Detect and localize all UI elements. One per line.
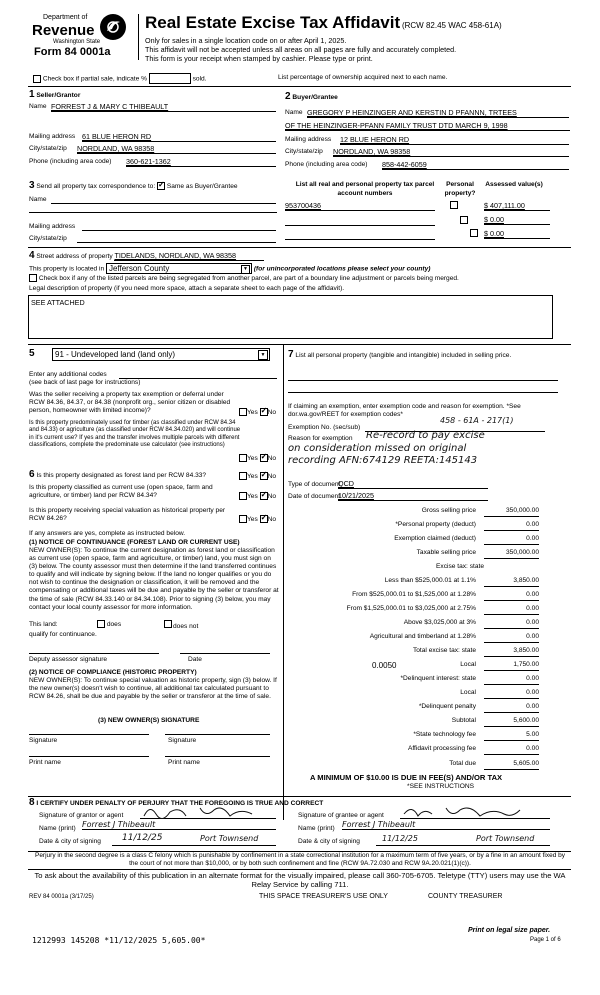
fee-delinq-penalty: *Delinquent penalty 0.00	[286, 703, 566, 714]
fee-tech: *State technology fee 5.00	[286, 731, 566, 742]
exemption-claimed-value[interactable]: 0.00	[484, 535, 539, 545]
q2-yes-checkbox[interactable]	[239, 454, 247, 462]
legal-desc-label: Legal description of property (if you need more space, attach a separate sheet to each page of the affidavit).	[29, 285, 345, 292]
tech-fee-value[interactable]: 5.00	[484, 731, 539, 741]
buyer-phone-row: Phone (including area code) 858-442-6059	[285, 161, 570, 168]
fee-local: Local 1,750.00	[286, 661, 566, 672]
assessed-value-1[interactable]: $ 407,111.00	[484, 201, 550, 211]
located-row: This property is located in Jefferson County ▼ (for unincorporated locations please select your county)	[29, 264, 431, 273]
q6-2-yes-no: Yes ✓ No	[239, 492, 276, 500]
section1-heading: 1 Seller/Grantor	[29, 89, 81, 100]
doc-date-row: Date of document 10/21/2025	[288, 493, 548, 500]
tier2-value[interactable]: 0.00	[484, 591, 539, 601]
legal-desc-box[interactable]	[28, 295, 553, 339]
perjury-notice: Perjury in the second degree is a class C felony which is punishable by confinement in a state correctional institution for a maximum term of five years, or by a fine in an amount fixed by the court of not more than $10,000, or by both such confinement and fine (RCW 9A.72.030 and RCW 9A.20.021(1)(c)).	[34, 852, 565, 867]
see-instructions: *SEE INSTRUCTIONS	[407, 783, 475, 790]
segregated-checkbox[interactable]	[29, 274, 37, 282]
assessed-value-2[interactable]: $ 0.00	[484, 215, 550, 225]
dor-revenue-text: Revenue	[32, 22, 95, 39]
assessed-value-3[interactable]: $ 0.00	[484, 229, 550, 239]
total-due-value[interactable]: 5,605.00	[484, 760, 539, 770]
chevron-down-icon: ▼	[258, 350, 268, 360]
excise-state-label: Excise tax: state	[436, 563, 485, 570]
land-use-value: 91 - Undeveloped land (land only)	[55, 350, 176, 359]
partial-sale-label: Check box if partial sale, indicate %	[42, 75, 147, 83]
header-line2: This affidavit will not be accepted unless all areas on all pages are fully and accurately completed.	[145, 45, 457, 54]
fee-total-due: Total due 5,605.00	[286, 760, 566, 771]
grantor-name-label: Name (print)	[39, 825, 76, 832]
fee-tier1: Less than $525,000.01 at 1.1% 3,850.00	[286, 577, 566, 588]
grantee-city-value[interactable]: Port Townsend	[476, 834, 535, 843]
additional-codes-field[interactable]	[119, 371, 277, 379]
seller-city-row: City/state/zip NORDLAND, WA 98358	[29, 145, 277, 152]
dor-dept-text: Department of	[43, 14, 88, 21]
parcel-number-3[interactable]	[285, 230, 435, 240]
header-line1: Only for sales in a single location code on or after April 1, 2025.	[145, 36, 347, 45]
seller-name-field[interactable]: FORREST J & MARY C THIBEAULT	[51, 102, 276, 112]
grantee-sig-label: Signature of grantee or agent	[298, 812, 384, 819]
q6-1-yes-checkbox[interactable]	[239, 472, 247, 480]
q-historical: Is this property receiving special valuation as historical property per RCW 84.26?	[29, 507, 226, 522]
form-rcw: (RCW 82.45 WAC 458-61A)	[401, 21, 502, 30]
personal-property-checkbox-1[interactable]	[450, 201, 458, 209]
personal-property-heading: Personal property?	[444, 181, 476, 197]
section4-street-row: 4 Street address of property TIDELANDS, NORDLAND, WA 98358	[29, 250, 264, 261]
seller-city-field[interactable]: NORDLAND, WA 98358	[77, 144, 276, 154]
sold-label: sold.	[192, 75, 207, 83]
buyer-mailing-field[interactable]: 12 BLUE HERON RD	[340, 135, 569, 145]
notice1-title: (1) NOTICE OF CONTINUANCE (FOREST LAND OR CURRENT USE)	[29, 539, 240, 546]
treasurer-only: THIS SPACE TREASURER'S USE ONLY	[259, 893, 388, 900]
seller-phone-field[interactable]: 360-621-1362	[126, 157, 276, 167]
buyer-city-field[interactable]: NORDLAND, WA 98358	[333, 147, 569, 157]
grantor-date-value[interactable]: 11/12/25	[122, 833, 163, 843]
subtotal-value[interactable]: 5,600.00	[484, 717, 539, 727]
doc-type-field[interactable]: QCD	[338, 479, 488, 489]
grantor-name-value[interactable]: Forrest J Thibeault	[82, 820, 276, 830]
county-select[interactable]	[106, 263, 252, 274]
grantor-signature[interactable]	[140, 804, 276, 819]
ag-value[interactable]: 0.00	[484, 633, 539, 643]
section5-number: 5	[29, 348, 35, 359]
county-value: Jefferson County	[108, 264, 170, 273]
notice2-title: (2) NOTICE OF COMPLIANCE (HISTORIC PROPERTY)	[29, 669, 197, 676]
q6-1-no-checkbox[interactable]	[260, 472, 268, 480]
reason-line-3[interactable]: recording AFN:674129 REETA:145143	[288, 455, 478, 466]
grantor-city-value[interactable]: Port Townsend	[200, 834, 259, 843]
if-any-yes: If any answers are yes, complete as instructed below.	[29, 530, 186, 537]
parcel-heading: List all real and personal property tax parcel account numbers	[295, 181, 435, 197]
exemption-no-label: Exemption No. (sec/sub)	[288, 424, 361, 431]
personal-property-checkbox-3[interactable]	[470, 229, 478, 237]
notice1-text: NEW OWNER(S): To continue the current designation as forest land or classification as current use (open space, farm and agriculture, or timber) land, you must sign on (3) below. The county assessor must then determine if the land transferred continues to qualify and will indicate by signing below. If the land no longer qualifies or you do not wish to continue the designation or classification, it will be removed and the compensating or additional taxes will be due and payable by the seller or transferor at the time of sale (RCW 84.33.140 or 84.34.108). Prior to signing (3) below, you may contact your local county assessor for more information.	[29, 547, 279, 611]
grantee-date-value[interactable]: 11/12/25	[382, 834, 418, 843]
county-treasurer: COUNTY TREASURER	[428, 893, 503, 900]
buyer-name-field-2[interactable]: OF THE HEINZINGER-PFANN FAMILY TRUST DTD MARCH 9, 1998	[285, 121, 570, 131]
q6-2-no-checkbox[interactable]	[260, 492, 268, 500]
personal-property-checkbox-2[interactable]	[460, 216, 468, 224]
parcel-number-2[interactable]	[285, 216, 435, 226]
corr-city-row: City/state/zip	[29, 235, 277, 242]
grantee-name-label: Name (print)	[298, 825, 335, 832]
legal-paper-note: Print on legal size paper.	[468, 927, 551, 934]
fee-exemption: Exemption claimed (deduct) 0.00	[286, 535, 566, 546]
owner-print-label-1: Print name	[29, 759, 61, 766]
dor-state-text: Washington State	[53, 39, 101, 45]
buyer-name-row: Name GREGORY P HEINZINGER AND KERSTIN D PFANNN, TRTEES	[285, 109, 570, 116]
taxable-price-value[interactable]: 350,000.00	[484, 549, 539, 559]
gross-price-value[interactable]: 350,000.00	[484, 507, 539, 517]
dor-logo	[30, 14, 130, 60]
partial-percent-input[interactable]	[149, 73, 191, 84]
fee-tier3: From $1,525,000.01 to $3,025,000 at 2.75% 0.00	[286, 605, 566, 616]
q2-yes-no: Yes ✓ No	[239, 454, 276, 462]
exemption-intro: If claiming an exemption, enter exemption code and reason for exemption. *See dor.wa.gov/REET for exemption codes*	[288, 403, 521, 418]
local-value[interactable]: 1,750.00	[484, 661, 539, 671]
alt-format-notice: To ask about the availability of this publication in an alternate format for the visually impaired, please call 360-705-6705. Teletype (TTY) users may use the WA Relay Service by calling 711.	[34, 871, 566, 889]
rev-code: REV 84 0001a (3/17/25)	[29, 894, 94, 900]
see-back-note: (see back of last page for instructions)	[29, 379, 141, 386]
certify-heading: 8 I CERTIFY UNDER PENALTY OF PERJURY THAT THE FOREGOING IS TRUE AND CORRECT	[29, 797, 324, 808]
doc-date-field[interactable]: 10/21/2025	[338, 491, 488, 501]
q1-yes-no: Yes ✓ No	[239, 408, 276, 416]
tier1-value[interactable]: 3,850.00	[484, 577, 539, 587]
q6-3-yes-checkbox[interactable]	[239, 515, 247, 523]
minimum-notice: A MINIMUM OF $10.00 IS DUE IN FEE(S) AND/OR TAX	[310, 773, 503, 782]
delinq-local-value[interactable]: 0.00	[484, 689, 539, 699]
buyer-name-field-1[interactable]: GREGORY P HEINZINGER AND KERSTIN D PFANNN, TRTEES	[307, 108, 569, 118]
street-address-field[interactable]: TIDELANDS, NORDLAND, WA 98358	[114, 251, 264, 261]
grantee-date-label: Date & city of signing	[298, 838, 360, 845]
owner-print-label-2: Print name	[168, 759, 200, 766]
form-number: Form 84 0001a	[34, 46, 111, 58]
buyer-city-row: City/state/zip NORDLAND, WA 98358	[285, 148, 570, 155]
partial-sale-checkbox[interactable]	[33, 75, 41, 83]
seller-mailing-row: Mailing address 61 BLUE HERON RD	[29, 133, 277, 140]
additional-codes-row: Enter any additional codes	[29, 371, 277, 378]
page-number: Page 1 of 6	[530, 937, 561, 943]
q-forest-land: 6 Is this property designated as forest land per RCW 84.33?	[29, 469, 207, 480]
fee-gross: Gross selling price 350,000.00	[286, 507, 566, 518]
new-owner-sig-title: (3) NEW OWNER(S) SIGNATURE	[98, 717, 200, 724]
reason-line-1[interactable]: Re-record to pay excise	[366, 430, 485, 441]
q1-no-checkbox[interactable]	[260, 408, 268, 416]
fee-total-state: Total excise tax: state 3,850.00	[286, 647, 566, 658]
q2-no-checkbox[interactable]	[260, 454, 268, 462]
legal-desc-value: SEE ATTACHED	[31, 298, 85, 307]
q6-2-yes-checkbox[interactable]	[239, 492, 247, 500]
fee-tier4: Above $3,025,000 at 3% 0.00	[286, 619, 566, 630]
fee-delinq-local: Local 0.00	[286, 689, 566, 700]
local-rate: 0.0050	[372, 661, 397, 670]
segregated-row: Check box if any of the listed parcels are being segregated from another parcel, are part of a boundary line adjustment or parcels being merged.	[29, 274, 459, 282]
q-exemption-deferral: Was the seller receiving a property tax exemption or deferral under RCW 84.36, 84.37, or 84.38 (nonprofit org., senior citizen or disabled person, homeowner with limited income)?	[29, 391, 231, 414]
fee-affidavit: Affidavit processing fee 0.00	[286, 745, 566, 756]
exemption-no-value[interactable]: 458 - 61A - 217(1)	[440, 416, 514, 425]
seller-mailing-field[interactable]: 61 BLUE HERON RD	[82, 132, 276, 142]
tier3-value[interactable]: 0.00	[484, 605, 539, 615]
tier4-value[interactable]: 0.00	[484, 619, 539, 629]
fee-tier2: From $525,000.01 to $1,525,000 at 1.28% 0.00	[286, 591, 566, 602]
grantee-signature[interactable]	[400, 804, 550, 819]
land-use-select[interactable]	[52, 348, 270, 361]
owner-signature-label-1: Signature	[29, 737, 58, 744]
reason-line-2[interactable]: on consideration missed on original	[288, 443, 467, 454]
q-current-use: Is this property classified as current use (open space, farm and agriculture, or timber) land per RCW 84.34?	[29, 484, 213, 499]
grantee-name-value[interactable]: Forrest J Thibeault	[342, 820, 550, 830]
section2-heading: 2 Buyer/Grantee	[285, 91, 338, 102]
affidavit-fee-value[interactable]: 0.00	[484, 745, 539, 755]
grantor-sig-label: Signature of grantor or agent	[39, 812, 124, 819]
fee-taxable: Taxable selling price 350,000.00	[286, 549, 566, 560]
partial-sale-row	[33, 73, 207, 84]
section3-heading: 3 Send all property tax correspondence to: ✓ Same as Buyer/Grantee	[29, 180, 238, 191]
this-land-row: This land: does	[29, 621, 279, 628]
cashier-stamp: 1212993 145208 *11/12/2025 5,605.00*	[32, 936, 206, 945]
form-title	[145, 13, 502, 33]
q-timber-agriculture: Is this property predominately used for timber (as classified under RCW 84.34 and 84.33) or agriculture (as classified under RCW 84.34.020) and will continue in it's current use? If yes and the transfer involves multiple parcels with different classifications, complete the predominate use calculator (see instructions)	[29, 420, 241, 449]
q6-1-yes-no: Yes ✓ No	[239, 472, 276, 480]
form-title-text: Real Estate Excise Tax Affidavit	[145, 13, 401, 32]
personal-property-value[interactable]: 0.00	[484, 521, 539, 531]
corr-name-row: Name	[29, 196, 277, 203]
section7-heading: 7 List all personal property (tangible and intangible) included in selling price.	[288, 349, 512, 360]
assessed-value-heading: Assessed value(s)	[485, 181, 543, 188]
q6-3-yes-no: Yes ✓ No	[239, 515, 276, 523]
fee-personal: *Personal property (deduct) 0.00	[286, 521, 566, 532]
seller-name-row: Name FORREST J & MARY C THIBEAULT	[29, 103, 277, 110]
ownership-note: List percentage of ownership acquired next to each name.	[278, 74, 448, 81]
header-line3: This form is your receipt when stamped by cashier. Please type or print.	[145, 54, 373, 63]
seller-phone-row: Phone (including area code) 360-621-1362	[29, 158, 277, 165]
buyer-phone-field[interactable]: 858-442-6059	[382, 160, 569, 170]
corr-mailing-field[interactable]	[82, 223, 276, 231]
delinq-penalty-value[interactable]: 0.00	[484, 703, 539, 713]
deputy-sig-label: Deputy assessor signature	[29, 656, 108, 663]
q6-3-no-checkbox[interactable]	[260, 515, 268, 523]
corr-mailing-row: Mailing address	[29, 223, 277, 230]
fee-ag: Agricultural and timberland at 1.28% 0.00	[286, 633, 566, 644]
parcel-number-1[interactable]: 953700436	[285, 201, 435, 211]
buyer-mailing-row: Mailing address 12 BLUE HERON RD	[285, 136, 570, 143]
deputy-date-label: Date	[188, 656, 202, 663]
chevron-down-icon: ▼	[241, 265, 250, 274]
notice2-text: NEW OWNER(S): To continue special valuation as historic property, sign (3) below. If the new owner(s) doesn't wish to continue, all additional tax calculated pursuant to RCW 84.26, shall be due and payable by the seller or transferor at the time of sale.	[29, 677, 277, 701]
total-state-value[interactable]: 3,850.00	[484, 647, 539, 657]
q1-yes-checkbox[interactable]	[239, 408, 247, 416]
doc-type-row: Type of document QCD	[288, 481, 548, 488]
grantor-date-label: Date & city of signing	[39, 838, 101, 845]
delinq-state-value[interactable]: 0.00	[484, 675, 539, 685]
corr-name-field[interactable]	[51, 196, 276, 204]
reason-label: Reason for exemption	[288, 435, 353, 442]
corr-city-field[interactable]	[77, 235, 276, 243]
owner-signature-label-2: Signature	[168, 737, 197, 744]
wa-logo-icon	[100, 14, 126, 40]
fee-subtotal: Subtotal 5,600.00	[286, 717, 566, 728]
same-as-buyer-checkbox[interactable]	[157, 182, 165, 190]
fee-delinq-state: *Delinquent interest: state 0.00	[286, 675, 566, 686]
does-not-qualify-label: does not qualify for continuance.	[29, 623, 199, 638]
